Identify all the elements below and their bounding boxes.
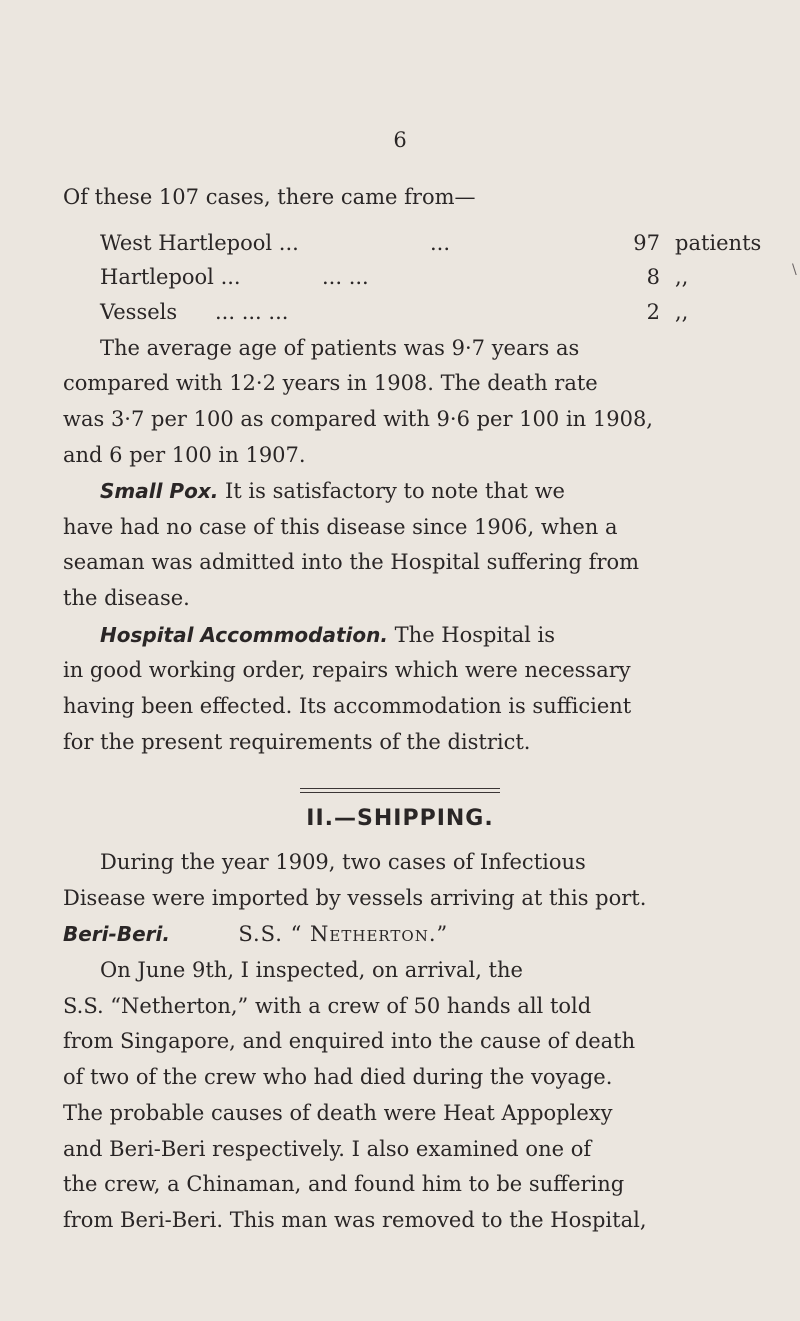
- paragraph-line: compared with 12·2 years in 1908. The death rate: [63, 371, 598, 395]
- paragraph-line: was 3·7 per 100 as compared with 9·6 per 100 in 1908,: [63, 407, 653, 431]
- case-source-place: West Hartlepool ...: [100, 231, 299, 255]
- beriberi-heading-line: [63, 924, 448, 945]
- ship-label: S.S. “ Netherton.”: [238, 922, 449, 946]
- case-source-place: Vessels: [100, 300, 178, 324]
- intro-line: Of these 107 cases, there came from—: [63, 185, 476, 209]
- case-source-count: 2: [646, 300, 660, 324]
- paragraph-line: having been effected. Its accommodation is sufficient: [63, 694, 632, 718]
- case-source-place: Hartlepool ...: [100, 265, 241, 289]
- paragraph-line: of two of the crew who had died during the voyage.: [63, 1065, 613, 1089]
- paragraph-line: from Singapore, and enquired into the cause of death: [63, 1029, 636, 1053]
- paragraph-line: S.S. “Netherton,” with a crew of 50 hands all told: [63, 994, 592, 1018]
- case-source-count: 97: [633, 231, 660, 255]
- paragraph-line: Disease were imported by vessels arriving at this port.: [63, 886, 647, 910]
- paragraph-line: in good working order, repairs which were necessary: [63, 658, 631, 682]
- paragraph-line: for the present requirements of the district.: [63, 730, 531, 754]
- smallpox-heading: Small Pox.: [100, 479, 219, 503]
- case-source-unit: ,,: [675, 300, 689, 324]
- page-number: 6: [393, 128, 407, 152]
- paragraph-line: have had no case of this disease since 1906, when a: [63, 515, 618, 539]
- beriberi-heading: Beri-Beri.: [63, 922, 170, 946]
- section-heading: II.—SHIPPING.: [306, 806, 494, 831]
- smallpox-text: It is satisfactory to note that we: [225, 479, 565, 503]
- case-source-dots: ...: [430, 231, 451, 255]
- paragraph-line: the crew, a Chinaman, and found him to be suffering: [63, 1172, 625, 1196]
- section-divider: [300, 788, 500, 793]
- paragraph-line: the disease.: [63, 586, 190, 610]
- case-source-count: 8: [646, 265, 660, 289]
- case-source-unit: patients: [675, 231, 762, 255]
- smallpox-first-line: [100, 481, 565, 502]
- paragraph-line: and Beri-Beri respectively. I also examined one of: [63, 1137, 592, 1161]
- paragraph-line: The average age of patients was 9·7 years as: [100, 336, 580, 360]
- paragraph-line: The probable causes of death were Heat Appoplexy: [63, 1101, 613, 1125]
- case-source-dots: ... ...: [322, 265, 369, 289]
- hospital-first-line: [100, 625, 555, 646]
- hospital-heading: Hospital Accommodation.: [100, 623, 388, 647]
- case-source-dots: ... ... ...: [215, 300, 289, 324]
- paragraph-line: from Beri-Beri. This man was removed to the Hospital,: [63, 1208, 647, 1232]
- hospital-text: The Hospital is: [394, 623, 556, 647]
- case-source-unit: ,,: [675, 265, 689, 289]
- paragraph-line: seaman was admitted into the Hospital suffering from: [63, 550, 640, 574]
- paragraph-line: During the year 1909, two cases of Infectious: [100, 850, 586, 874]
- margin-mark: \: [792, 262, 797, 278]
- paragraph-line: and 6 per 100 in 1907.: [63, 443, 306, 467]
- paragraph-line: On June 9th, I inspected, on arrival, the: [100, 958, 523, 982]
